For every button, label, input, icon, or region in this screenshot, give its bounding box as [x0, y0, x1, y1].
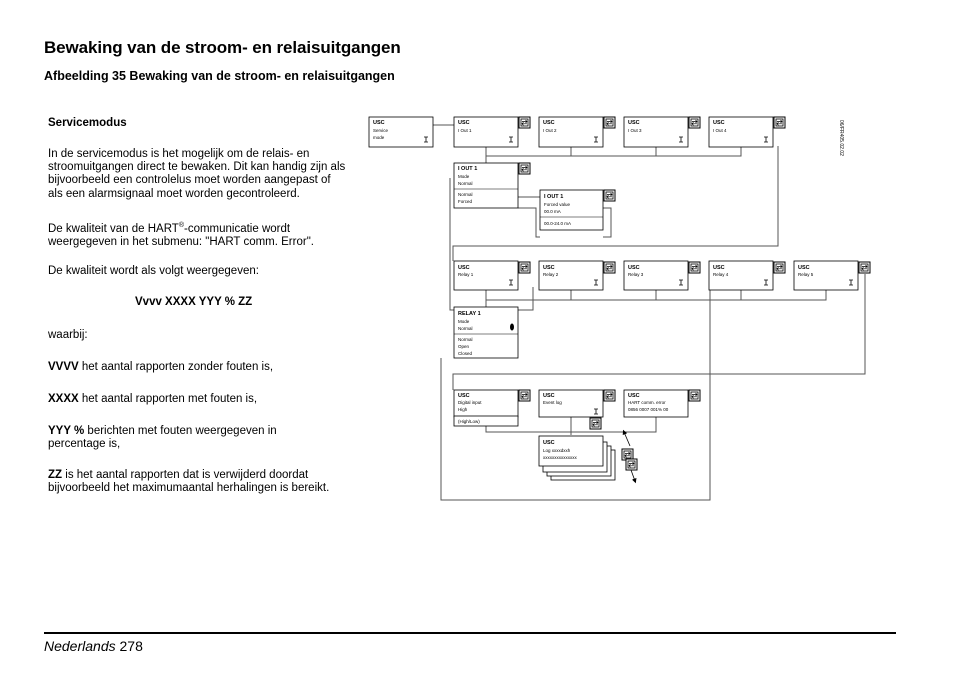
screen-title: USC [628, 265, 640, 271]
screen-title: USC [628, 120, 640, 126]
digital-input-screen [454, 390, 530, 426]
screen-option: Closed [458, 351, 473, 356]
screen-title: USC [458, 120, 470, 126]
page-heading: Bewaking van de stroom- en relaisuitgangen [44, 38, 401, 57]
def-text: berichten met fouten weergegeven in percentage is, [48, 425, 277, 451]
screen-line: I Out 4 [713, 128, 727, 133]
screen-line: Normal [458, 181, 473, 186]
relay1-mode-screen [454, 307, 518, 358]
footer-rule [44, 632, 896, 634]
screen-option: Normal [458, 192, 473, 197]
figure-caption: Afbeelding 35 Bewaking van de stroom- en relaisuitgangen [44, 69, 395, 83]
screen-line: Mode [458, 319, 470, 324]
scroll-icon [604, 190, 615, 201]
section-title: Servicemodus [48, 117, 127, 129]
relay-screen-3 [624, 261, 700, 290]
iout1-mode-screen [454, 163, 530, 208]
screen-line: mode [373, 135, 385, 140]
scroll-icon [774, 117, 785, 128]
definition-xxxx [48, 393, 348, 406]
screen-title: USC [543, 120, 555, 126]
hart-text-post: -communicatie wordt weergegeven in het submenu: "HART comm. Error". [48, 222, 314, 249]
log-screen-stack [539, 432, 637, 481]
scroll-icon [519, 163, 530, 174]
screen-line: Log xxxxdxxh [543, 448, 571, 453]
scroll-icon [689, 117, 700, 128]
screen-line: I Out 2 [543, 128, 557, 133]
paragraph-quality: De kwaliteit wordt als volgt weergegeven: [48, 265, 259, 277]
quality-formula: Vvvv XXXX YYY % ZZ [135, 296, 253, 308]
scroll-icon [519, 390, 530, 401]
screen-option: Normal [458, 337, 473, 342]
scroll-icon [626, 459, 637, 470]
dial-icon [510, 324, 514, 331]
scroll-icon [604, 390, 615, 401]
screen-line: High [458, 407, 468, 412]
def-term: ZZ [48, 469, 63, 481]
footer-language: Nederlands [44, 638, 116, 654]
screen-title: I OUT 1 [458, 166, 478, 172]
screen-option: (High/Low) [458, 419, 480, 424]
screen-title: USC [458, 393, 470, 399]
scroll-icon [604, 262, 615, 273]
iout-screen-4 [709, 117, 785, 147]
screen-line: I Out 1 [458, 128, 472, 133]
screen-option: Open [458, 344, 470, 349]
paragraph-intro: In de servicemodus is het mogelijk om de relais- en stroomuitgangen direct te bewaken. Dit kan handig zijn als bijvoorbeeld een controlelus moet worden aangepast of als een alarmsignaal moet worden gecontroleerd. [48, 148, 346, 200]
screen-title: USC [713, 265, 725, 271]
definition-vvvv [48, 361, 348, 374]
screen-range: 00.0-24.0 mA [544, 221, 572, 226]
iout1-forced-screen [540, 190, 615, 230]
screen-line: Forced value [544, 202, 571, 207]
screen-line: Service [373, 128, 389, 133]
screen-line: Normal [458, 326, 473, 331]
scroll-icon [604, 117, 615, 128]
screen-line: Relay 4 [713, 272, 729, 277]
iout-screen-2 [539, 117, 615, 147]
def-term: VVVV [48, 361, 79, 373]
screen-title: USC [543, 440, 555, 446]
screen-title: USC [458, 265, 470, 271]
hart-error-screen [624, 390, 700, 417]
screen-title: USC [628, 393, 640, 399]
definition-yyy [48, 425, 333, 451]
screen-line: 00.0 mA [544, 209, 561, 214]
figure-id: 06/FR405.02.02 [838, 120, 844, 156]
screen-line: Digital input [458, 400, 482, 405]
screen-line: I Out 3 [628, 128, 642, 133]
menu-flow-diagram [365, 110, 875, 510]
screen-line: xxxxxxxxxxxxxxx [543, 455, 577, 460]
page-footer [44, 638, 143, 654]
relay-screen-5 [794, 261, 870, 290]
scroll-icon [859, 262, 870, 273]
service-mode-screen [369, 117, 433, 147]
def-text: is het aantal rapporten dat is verwijderd doordat bijvoorbeeld het maximumaantal herhalingen is bereikt. [48, 469, 330, 495]
scroll-icon [622, 449, 633, 460]
def-term: YYY % [48, 425, 85, 437]
relay-screen-1 [454, 261, 530, 290]
relay-screen-2 [539, 261, 615, 290]
enter-icon [590, 418, 601, 429]
registered-mark: ® [178, 222, 184, 229]
def-text: het aantal rapporten met fouten is, [78, 393, 258, 405]
screen-line: Event log [543, 400, 562, 405]
definition-zz [48, 469, 343, 495]
screen-line: 0856 0007 001% 00 [628, 407, 669, 412]
scroll-icon [689, 390, 700, 401]
def-text: het aantal rapporten zonder fouten is, [78, 361, 274, 373]
screen-line: Mode [458, 174, 470, 179]
screen-title: USC [798, 265, 810, 271]
scroll-icon [519, 117, 530, 128]
screen-option: Forced [458, 199, 473, 204]
iout-screen-3 [624, 117, 700, 147]
iout-screen-1 [454, 117, 530, 147]
screen-line: Relay 2 [543, 272, 559, 277]
relay-screen-4 [709, 261, 785, 290]
scroll-icon [689, 262, 700, 273]
def-term: XXXX [48, 393, 79, 405]
screen-title: USC [543, 393, 555, 399]
paragraph-hart [48, 219, 338, 249]
event-log-screen [539, 390, 615, 429]
screen-title: USC [373, 120, 385, 126]
scroll-icon [774, 262, 785, 273]
screen-line: Relay 3 [628, 272, 644, 277]
paragraph-where: waarbij: [48, 329, 88, 341]
screen-title: USC [713, 120, 725, 126]
hart-text-pre: De kwaliteit van de HART [48, 222, 179, 235]
scroll-icon [519, 262, 530, 273]
screen-line: HART comm. error [628, 400, 666, 405]
page-number: 278 [119, 638, 143, 654]
screen-title: RELAY 1 [458, 311, 481, 317]
screen-line: Relay 1 [458, 272, 474, 277]
screen-title: I OUT 1 [544, 194, 564, 200]
screen-line: Relay 5 [798, 272, 814, 277]
screen-title: USC [543, 265, 555, 271]
